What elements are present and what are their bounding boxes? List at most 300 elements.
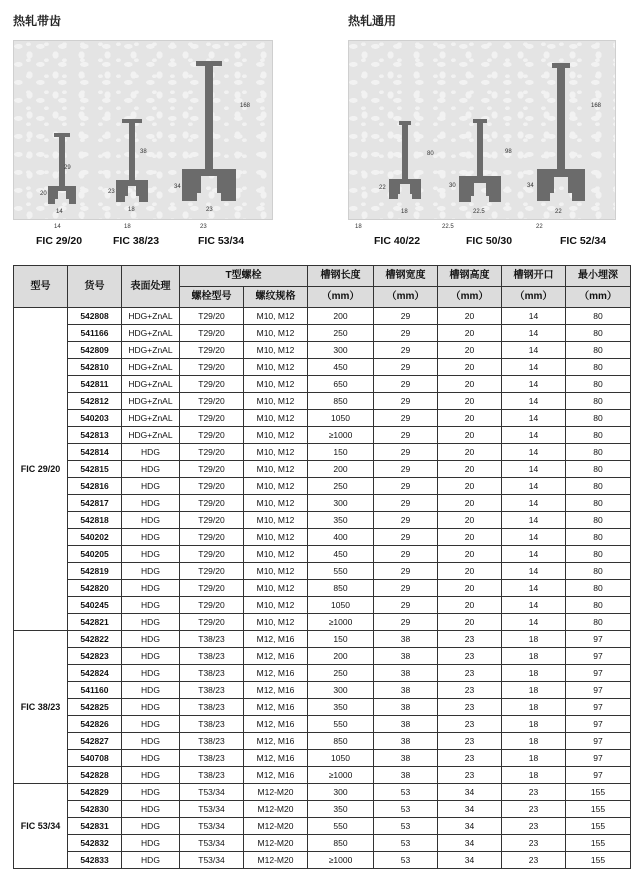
channel-length-cell: 1050 [308,597,374,614]
channel-width-cell: 29 [374,614,438,631]
channel-opening-cell: 14 [502,308,566,325]
channel-height-cell: 20 [438,478,502,495]
channel-length-cell: 850 [308,393,374,410]
thread-spec-cell: M10, M12 [244,444,308,461]
channel-opening-cell: 14 [502,359,566,376]
unit-label: （mm） [308,287,374,308]
channel-opening-cell: 18 [502,750,566,767]
dim-label: 18 [355,224,362,230]
channel-opening-cell: 14 [502,410,566,427]
item-number-cell: 542818 [68,512,122,529]
table-row [14,767,631,784]
channel-width-cell: 29 [374,512,438,529]
col-header-opening: 槽钢开口 [502,266,566,287]
channel-height-cell: 20 [438,359,502,376]
table-row [14,512,631,529]
min-embed-depth-cell: 97 [566,631,631,648]
profile-drawing-left [14,41,272,219]
item-number-cell: 542809 [68,342,122,359]
surface-treatment-cell: HDG [122,529,180,546]
table-row [14,682,631,699]
item-number-cell: 542823 [68,648,122,665]
item-number-cell: 542822 [68,631,122,648]
dim-label: 34 [527,183,534,189]
channel-width-cell: 29 [374,444,438,461]
channel-length-cell: 250 [308,478,374,495]
unit-label: （mm） [374,287,438,308]
profile-caption: FIC 38/23 [113,235,160,247]
col-header-length: 槽钢长度 [308,266,374,287]
channel-height-cell: 23 [438,665,502,682]
channel-width-cell: 53 [374,801,438,818]
channel-height-cell: 23 [438,716,502,733]
channel-height-cell: 20 [438,393,502,410]
bolt-type-cell: T29/20 [180,512,244,529]
channel-height-cell: 20 [438,308,502,325]
min-embed-depth-cell: 80 [566,614,631,631]
channel-width-cell: 29 [374,427,438,444]
min-embed-depth-cell: 80 [566,563,631,580]
thread-spec-cell: M12, M16 [244,750,308,767]
min-embed-depth-cell: 97 [566,682,631,699]
min-embed-depth-cell: 80 [566,495,631,512]
min-embed-depth-cell: 80 [566,597,631,614]
channel-width-cell: 29 [374,376,438,393]
dim-label: 18 [124,224,131,230]
dim-label: 18 [401,209,408,215]
table-row [14,342,631,359]
channel-height-cell: 23 [438,750,502,767]
min-embed-depth-cell: 80 [566,546,631,563]
dim-label: 168 [591,103,602,109]
thread-spec-cell: M10, M12 [244,478,308,495]
channel-opening-cell: 14 [502,495,566,512]
surface-treatment-cell: HDG [122,546,180,563]
item-number-cell: 542826 [68,716,122,733]
channel-length-cell: 300 [308,682,374,699]
unit-label: （mm） [502,287,566,308]
min-embed-depth-cell: 155 [566,852,631,869]
item-number-cell: 542831 [68,818,122,835]
channel-opening-cell: 18 [502,699,566,716]
item-number-cell: 542825 [68,699,122,716]
surface-treatment-cell: HDG [122,631,180,648]
item-number-cell: 542820 [68,580,122,597]
dim-label: 168 [240,103,251,109]
thread-spec-cell: M10, M12 [244,461,308,478]
channel-opening-cell: 14 [502,444,566,461]
dim-label: 22.5 [473,209,485,215]
thread-spec-cell: M12-M20 [244,818,308,835]
channel-length-cell: 300 [308,342,374,359]
channel-width-cell: 38 [374,750,438,767]
surface-treatment-cell: HDG [122,801,180,818]
surface-treatment-cell: HDG [122,580,180,597]
thread-spec-cell: M10, M12 [244,410,308,427]
bolt-type-cell: T29/20 [180,376,244,393]
channel-width-cell: 29 [374,461,438,478]
dim-label: 14 [56,209,63,215]
min-embed-depth-cell: 97 [566,716,631,733]
item-number-cell: 542810 [68,359,122,376]
surface-treatment-cell: HDG [122,818,180,835]
item-number-cell: 542828 [68,767,122,784]
channel-opening-cell: 14 [502,546,566,563]
table-row [14,784,631,801]
channel-height-cell: 20 [438,563,502,580]
item-number-cell: 542808 [68,308,122,325]
thread-spec-cell: M10, M12 [244,376,308,393]
min-embed-depth-cell: 80 [566,529,631,546]
dim-label: 38 [140,149,147,155]
channel-opening-cell: 14 [502,597,566,614]
channel-length-cell: ≥1000 [308,852,374,869]
channel-height-cell: 34 [438,784,502,801]
surface-treatment-cell: HDG [122,767,180,784]
channel-opening-cell: 14 [502,529,566,546]
table-row [14,308,631,325]
profile-panel-right [348,40,616,220]
channel-length-cell: 550 [308,818,374,835]
min-embed-depth-cell: 80 [566,461,631,478]
item-number-cell: 542812 [68,393,122,410]
col-header-type: 型号 [14,266,68,308]
surface-treatment-cell: HDG [122,699,180,716]
table-row [14,580,631,597]
channel-opening-cell: 14 [502,614,566,631]
thread-spec-cell: M10, M12 [244,495,308,512]
table-row [14,546,631,563]
table-row [14,801,631,818]
channel-opening-cell: 23 [502,852,566,869]
channel-height-cell: 34 [438,852,502,869]
bolt-type-cell: T29/20 [180,495,244,512]
surface-treatment-cell: HDG+ZnAL [122,376,180,393]
channel-opening-cell: 18 [502,665,566,682]
channel-width-cell: 53 [374,852,438,869]
item-number-cell: 542811 [68,376,122,393]
dim-label: 18 [128,207,135,213]
channel-opening-cell: 18 [502,716,566,733]
channel-length-cell: 300 [308,784,374,801]
item-number-cell: 542819 [68,563,122,580]
thread-spec-cell: M12, M16 [244,733,308,750]
channel-length-cell: 850 [308,733,374,750]
min-embed-depth-cell: 155 [566,835,631,852]
bolt-type-cell: T29/20 [180,461,244,478]
thread-spec-cell: M10, M12 [244,342,308,359]
bolt-type-cell: T29/20 [180,325,244,342]
surface-treatment-cell: HDG [122,478,180,495]
thread-spec-cell: M10, M12 [244,529,308,546]
min-embed-depth-cell: 80 [566,308,631,325]
table-row [14,410,631,427]
channel-width-cell: 38 [374,648,438,665]
channel-width-cell: 29 [374,563,438,580]
bolt-type-cell: T53/34 [180,818,244,835]
thread-spec-cell: M10, M12 [244,580,308,597]
channel-width-cell: 38 [374,716,438,733]
bolt-type-cell: T29/20 [180,614,244,631]
channel-height-cell: 20 [438,376,502,393]
bolt-type-cell: T29/20 [180,444,244,461]
thread-spec-cell: M12, M16 [244,665,308,682]
channel-length-cell: 200 [308,648,374,665]
channel-length-cell: 150 [308,444,374,461]
dim-label: 23 [200,224,207,230]
type-cell: FIC 29/20 [14,308,68,631]
thread-spec-cell: M10, M12 [244,512,308,529]
bolt-type-cell: T53/34 [180,852,244,869]
table-row [14,478,631,495]
min-embed-depth-cell: 80 [566,427,631,444]
bolt-type-cell: T53/34 [180,784,244,801]
channel-length-cell: 350 [308,512,374,529]
min-embed-depth-cell: 155 [566,818,631,835]
min-embed-depth-cell: 155 [566,784,631,801]
thread-spec-cell: M12, M16 [244,682,308,699]
bolt-type-cell: T38/23 [180,750,244,767]
channel-opening-cell: 23 [502,801,566,818]
table-row [14,750,631,767]
min-embed-depth-cell: 80 [566,410,631,427]
surface-treatment-cell: HDG+ZnAL [122,393,180,410]
type-cell: FIC 53/34 [14,784,68,869]
item-number-cell: 542827 [68,733,122,750]
dim-label: 22 [536,224,543,230]
surface-treatment-cell: HDG+ZnAL [122,427,180,444]
dim-label: 80 [427,151,434,157]
thread-spec-cell: M10, M12 [244,597,308,614]
thread-spec-cell: M10, M12 [244,325,308,342]
dim-label: 22 [379,185,386,191]
surface-treatment-cell: HDG [122,784,180,801]
thread-spec-cell: M12-M20 [244,784,308,801]
dim-label: 20 [40,191,47,197]
bolt-type-cell: T38/23 [180,648,244,665]
channel-opening-cell: 18 [502,767,566,784]
channel-height-cell: 34 [438,835,502,852]
channel-height-cell: 23 [438,767,502,784]
channel-width-cell: 29 [374,529,438,546]
bolt-type-cell: T29/20 [180,393,244,410]
surface-treatment-cell: HDG+ZnAL [122,410,180,427]
channel-width-cell: 29 [374,546,438,563]
table-row [14,529,631,546]
table-row [14,631,631,648]
item-number-cell: 542813 [68,427,122,444]
table-row [14,359,631,376]
profile-caption: FIC 50/30 [466,235,513,247]
channel-width-cell: 53 [374,818,438,835]
dim-label: 23 [206,207,213,213]
thread-spec-cell: M12, M16 [244,716,308,733]
channel-opening-cell: 14 [502,512,566,529]
item-number-cell: 542815 [68,461,122,478]
channel-length-cell: 550 [308,563,374,580]
min-embed-depth-cell: 80 [566,580,631,597]
dim-label: 22.5 [442,224,454,230]
table-header [14,266,631,308]
channel-opening-cell: 14 [502,478,566,495]
channel-length-cell: 350 [308,801,374,818]
channel-length-cell: 1050 [308,750,374,767]
channel-height-cell: 20 [438,444,502,461]
bolt-type-cell: T29/20 [180,546,244,563]
min-embed-depth-cell: 97 [566,767,631,784]
min-embed-depth-cell: 80 [566,512,631,529]
channel-height-cell: 23 [438,648,502,665]
channel-height-cell: 23 [438,631,502,648]
channel-opening-cell: 18 [502,648,566,665]
surface-treatment-cell: HDG [122,614,180,631]
channel-height-cell: 20 [438,580,502,597]
surface-treatment-cell: HDG [122,512,180,529]
channel-height-cell: 20 [438,427,502,444]
channel-length-cell: ≥1000 [308,614,374,631]
surface-treatment-cell: HDG+ZnAL [122,359,180,376]
col-header-width: 槽钢宽度 [374,266,438,287]
bolt-type-cell: T29/20 [180,478,244,495]
table-row [14,665,631,682]
bolt-type-cell: T29/20 [180,410,244,427]
table-row [14,495,631,512]
channel-length-cell: 250 [308,665,374,682]
item-number-cell: 540205 [68,546,122,563]
channel-length-cell: 550 [308,716,374,733]
col-header-bolt-type: 螺栓型号 [180,287,244,308]
surface-treatment-cell: HDG [122,665,180,682]
channel-width-cell: 29 [374,325,438,342]
bolt-type-cell: T29/20 [180,580,244,597]
table-row [14,325,631,342]
channel-width-cell: 38 [374,665,438,682]
min-embed-depth-cell: 80 [566,325,631,342]
thread-spec-cell: M10, M12 [244,546,308,563]
channel-width-cell: 29 [374,342,438,359]
bolt-type-cell: T38/23 [180,767,244,784]
table-row [14,852,631,869]
surface-treatment-cell: HDG [122,733,180,750]
bolt-type-cell: T29/20 [180,359,244,376]
spec-table [13,265,631,869]
thread-spec-cell: M10, M12 [244,427,308,444]
bolt-type-cell: T38/23 [180,682,244,699]
channel-width-cell: 29 [374,393,438,410]
channel-opening-cell: 14 [502,325,566,342]
channel-width-cell: 53 [374,835,438,852]
channel-height-cell: 23 [438,682,502,699]
surface-treatment-cell: HDG+ZnAL [122,308,180,325]
surface-treatment-cell: HDG [122,750,180,767]
channel-length-cell: 650 [308,376,374,393]
profile-fic-38-23 [116,119,148,202]
item-number-cell: 542814 [68,444,122,461]
channel-length-cell: 200 [308,461,374,478]
channel-height-cell: 20 [438,325,502,342]
bolt-type-cell: T38/23 [180,733,244,750]
surface-treatment-cell: HDG+ZnAL [122,342,180,359]
item-number-cell: 542830 [68,801,122,818]
channel-length-cell: 450 [308,359,374,376]
channel-width-cell: 29 [374,359,438,376]
type-cell: FIC 38/23 [14,631,68,784]
channel-height-cell: 20 [438,597,502,614]
channel-opening-cell: 14 [502,376,566,393]
bolt-type-cell: T38/23 [180,699,244,716]
bolt-type-cell: T29/20 [180,529,244,546]
profile-fic-29-20 [48,133,76,204]
channel-height-cell: 20 [438,495,502,512]
surface-treatment-cell: HDG [122,461,180,478]
channel-width-cell: 29 [374,308,438,325]
channel-opening-cell: 14 [502,393,566,410]
channel-length-cell: 350 [308,699,374,716]
channel-width-cell: 29 [374,597,438,614]
col-header-item: 货号 [68,266,122,308]
surface-treatment-cell: HDG [122,852,180,869]
min-embed-depth-cell: 97 [566,750,631,767]
channel-height-cell: 20 [438,529,502,546]
channel-width-cell: 38 [374,767,438,784]
thread-spec-cell: M12-M20 [244,801,308,818]
profile-fic-50-30 [459,119,501,202]
bolt-type-cell: T38/23 [180,631,244,648]
channel-width-cell: 29 [374,495,438,512]
surface-treatment-cell: HDG [122,648,180,665]
min-embed-depth-cell: 80 [566,359,631,376]
bolt-type-cell: T38/23 [180,716,244,733]
table-row [14,614,631,631]
channel-height-cell: 20 [438,546,502,563]
item-number-cell: 542832 [68,835,122,852]
item-number-cell: 542833 [68,852,122,869]
surface-treatment-cell: HDG [122,835,180,852]
item-number-cell: 540245 [68,597,122,614]
item-number-cell: 540203 [68,410,122,427]
surface-treatment-cell: HDG [122,597,180,614]
channel-opening-cell: 18 [502,682,566,699]
channel-opening-cell: 14 [502,461,566,478]
channel-width-cell: 53 [374,784,438,801]
channel-height-cell: 34 [438,818,502,835]
channel-opening-cell: 23 [502,784,566,801]
bolt-type-cell: T29/20 [180,342,244,359]
channel-length-cell: 450 [308,546,374,563]
min-embed-depth-cell: 97 [566,699,631,716]
table-row [14,648,631,665]
channel-opening-cell: 14 [502,342,566,359]
channel-length-cell: 400 [308,529,374,546]
unit-label: （mm） [438,287,502,308]
channel-length-cell: 200 [308,308,374,325]
channel-height-cell: 20 [438,410,502,427]
channel-height-cell: 23 [438,733,502,750]
channel-width-cell: 38 [374,733,438,750]
channel-height-cell: 20 [438,461,502,478]
channel-height-cell: 20 [438,512,502,529]
channel-height-cell: 20 [438,614,502,631]
col-header-thread: 螺纹规格 [244,287,308,308]
channel-length-cell: 150 [308,631,374,648]
min-embed-depth-cell: 80 [566,478,631,495]
item-number-cell: 540708 [68,750,122,767]
table-row [14,461,631,478]
channel-opening-cell: 23 [502,818,566,835]
item-number-cell: 541166 [68,325,122,342]
channel-width-cell: 29 [374,410,438,427]
item-number-cell: 542816 [68,478,122,495]
